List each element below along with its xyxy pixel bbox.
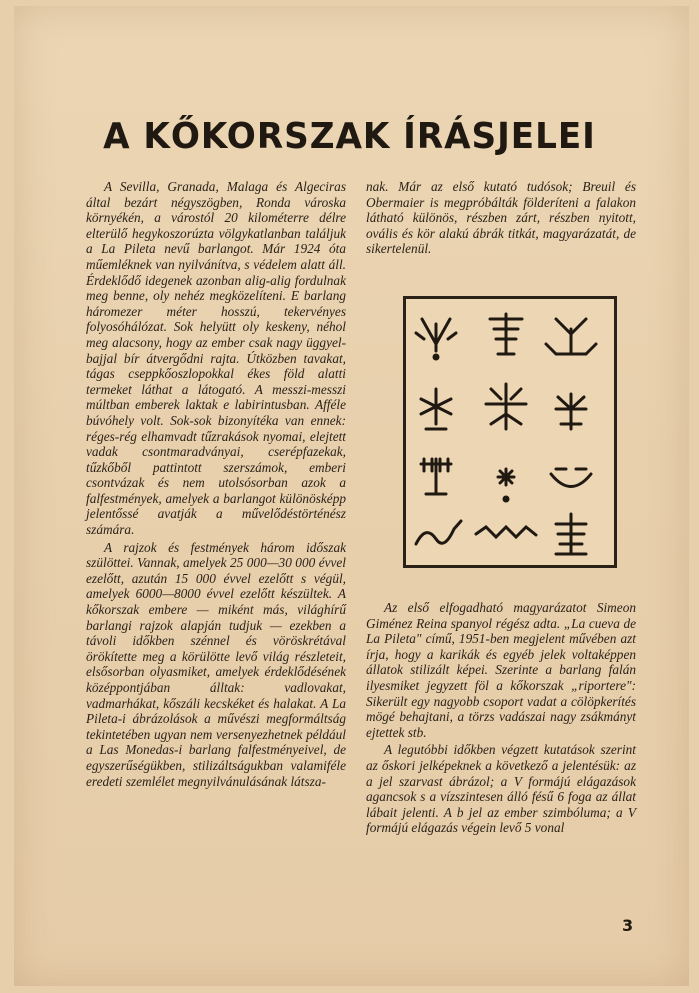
left-column [86,179,346,789]
cave-symbols-icon [406,299,614,565]
ladder-figure-symbol-icon [556,514,586,554]
tree-man-symbol-icon [490,314,522,354]
left-paragraph-1: A Sevilla, Granada, Malaga és Algeciras által bezárt négyszögben, Ronda városka környékén, a várostól 20 kilométerre délre elterülő hegykoszorúzta völgykatlanban találjuk a La Pileta nevű barlangot. Már 1924 óta műemléknek van nyilvánítva, s védelem alatt áll. Érdeklődő idegenek azonban alig-alig fordulnak meg benne, oly nehéz megközelíteni. E barlang háromezer méter hosszú, tekervényes folyosóhálózat. Sok helyütt oly keskeny, néhol meg alacsony, hogy az ember csak nagy üggyel-bajjal bír átvergődni rajta. Útközben tavakat, tágas cseppkőoszlopokkal ékes föld alatti termeket láthat a látogató. A messzi-messzi múltban emberek laktak e labirintusban. Afféle búvóhely volt. Sok-sok bizonyítéka van ennek: réges-rég elhamvadt tűzrakások nyomai, elejtett vadak csontmaradványai, cserépfazekak, tűzkőből pattintott szerszámok, emberi csontvázak és nem utolsósorban azok a falfestmények, amelyek a barlangot különösképp jelentőssé avatják a művelődéstörténész számára. [86,179,346,538]
forked-symbol-icon [546,319,596,354]
antler-symbol-icon [416,319,456,359]
right-paragraph-2: A legutóbbi időkben végzett kutatások szerint az őskori jelképeknek a következő a jelentésük: az a jel szarvast ábrázol; a V formájú elágazások agancsok s a vízszintesen álló fésű 6 foga az állat lábait jelenti. A b jel az ember szimbóluma; a V formájú elágazás végein levő 5 vonal [366,742,636,836]
comb-figure-symbol-icon [421,459,451,494]
face-symbol-icon [551,469,591,487]
branch-symbol-icon [556,394,586,429]
right-paragraph-1: Az első elfogadható magyarázatot Simeon Giménez Reina spanyol régész adta. „La cueva de La Pileta" című, 1951-ben megjelent művében azt írja, hogy a karikák és egyéb jelek voltaképpen állatok stilizált képei. Szerinte a barlang falán ilyesmiket jegyzett föl a kőkorszak „riportere": Sikerült egy nagyobb csoport vadat a cölöpkerítés mögé behajtani, a törzs vadászai nagy zsákmányt ejtettek stb. [366,600,636,740]
plus-antler-symbol-icon [486,384,526,429]
page-number: 3 [622,916,634,935]
wave-animal-symbol-icon [416,521,461,544]
zigzag-symbol-icon [476,527,536,537]
article-title: A KŐKORSZAK ÍRÁSJELEI [103,116,596,157]
star-symbol-icon [498,469,514,501]
right-column-top [366,179,636,257]
right-column-bottom [366,600,636,836]
right-paragraph-continuation: nak. Már az első kutató tudósok; Breuil és Obermaier is megpróbálták földeríteni a falakon látható különös, részben zárt, részben nyitott, ovális és kör alakú ábrák titkát, magyarázatát, de sikertelenül. [366,179,636,257]
cross-antler-symbol-icon [421,389,451,429]
left-paragraph-2: A rajzok és festmények három időszak szülöttei. Vannak, amelyek 25 000—30 000 évvel ezelőtt, azután 15 000 évvel ezelőtt s végül, amelyek 6000—8000 évvel ezelőtt készültek. A kőkorszak embere — miként más, világhírű barlangi rajzok alapján tudjuk — ezekben a távoli időkben szénnel és vöröskrétával örökítette meg a körülötte levő világ részleteit, elsősorban olyasmiket, amelyek érdeklődésének középpontjában álltak: vadlovakat, vadmarhákat, kőszáli kecskéket és halakat. A La Pileta-i ábrázolások a művészi megformáltság tekintetében ugyan nem versenyezhetnek például a Las Monedas-i barlang falfestményeivel, de egyszerűségükben, stilizáltságukban valamiféle eredeti szemlélet megnyilvánulásának látsza- [86,539,346,789]
cave-symbols-figure [403,296,617,568]
